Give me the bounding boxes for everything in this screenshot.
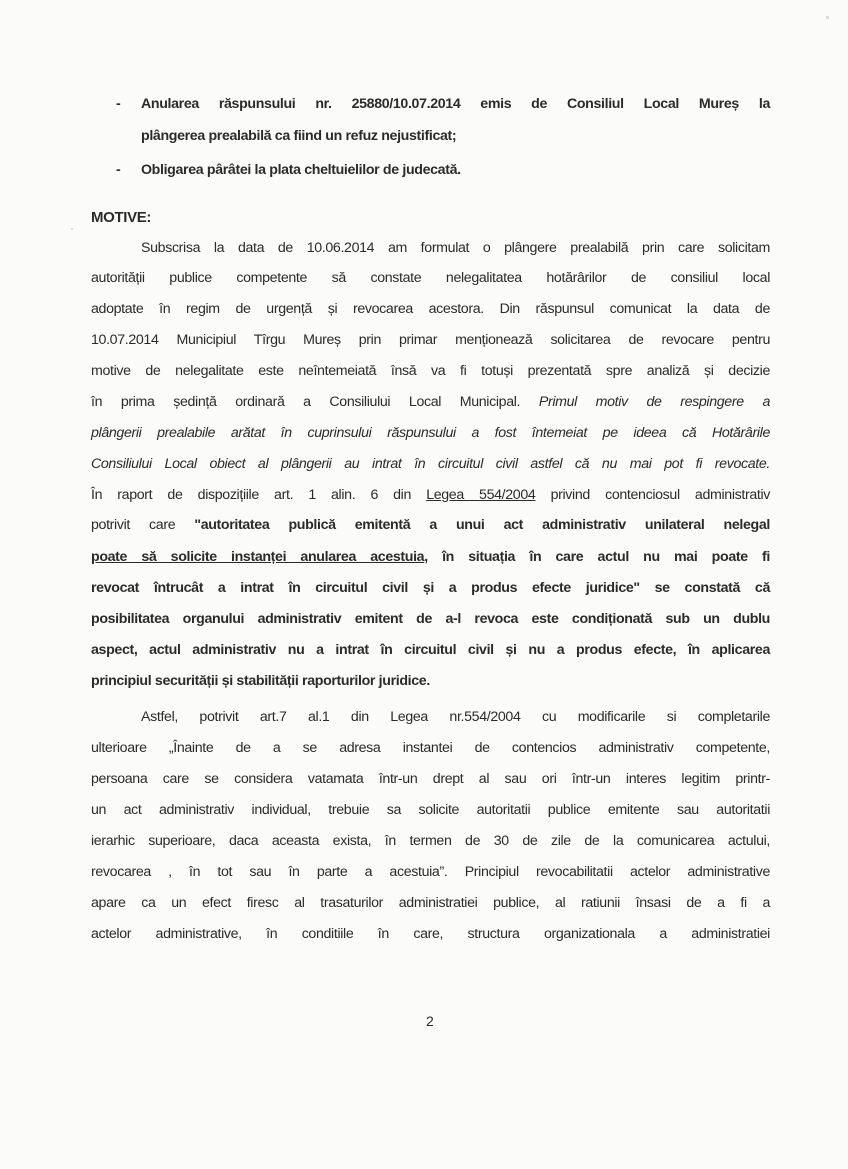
text-span: , în situația în care actul nu mai poate fi [424, 549, 770, 565]
text-line [91, 547, 770, 567]
text-span: potrivit care [91, 517, 195, 533]
text-line: revocarea , în tot sau în parte a acestuia”. Principiul revocabilitatii actelor administrative [91, 864, 770, 880]
request-item-1-line-1: Anularea răspunsului nr. 25880/10.07.2014 emis de Consiliul Local Mureș la [141, 96, 770, 112]
text-line: ulterioare „Înainte de a se adresa instantei de contencios administrativ competente, [91, 740, 770, 756]
page-number: 2 [426, 1013, 434, 1029]
text-span: În raport de dispozițiile art. 1 alin. 6 din [91, 487, 427, 503]
scan-speck [826, 16, 829, 19]
italic-text-span: Primul motiv de respingere a [538, 394, 770, 410]
text-line: plângerii prealabile arătat în cuprinsului răspunsului a fost întemeiat pe ideea că Hotărârile [91, 425, 770, 441]
text-line: apare ca un efect firesc al trasaturilor administratiei publice, al ratiunii însasi de a fi a [91, 895, 770, 911]
text-line: posibilitatea organului administrativ emitent de a-l revoca este condiționată sub un dublu [91, 611, 770, 627]
text-line: Astfel, potrivit art.7 al.1 din Legea nr.554/2004 cu modificarile si completarile [141, 709, 770, 725]
request-item-2: Obligarea pârâtei la plata cheltuielilor de judecată. [141, 162, 461, 178]
text-line [91, 515, 770, 535]
text-line: ierarhic superioare, daca aceasta exista, în termen de 30 de zile de la comunicarea actului, [91, 833, 770, 849]
bullet-marker: - [116, 162, 121, 178]
section-heading: MOTIVE: [91, 209, 152, 226]
request-item-1-line-2: plângerea prealabilă ca fiind un refuz nejustificat; [141, 128, 457, 144]
text-span: în prima ședință ordinară a Consiliului Local Municipal. [91, 394, 539, 410]
text-line: principiul securității și stabilității raporturilor juridice. [91, 673, 430, 689]
text-line: un act administrativ individual, trebuie sa solicite autoritatii publice emitente sau autoritatii [91, 802, 770, 818]
text-line: persoana care se considera vatamata într-un drept al sau ori într-un interes legitim printr- [91, 771, 770, 787]
text-line: 10.07.2014 Municipiul Tîrgu Mureș prin primar menționează solicitarea de revocare pentru [91, 332, 770, 348]
text-line: actelor administrative, în conditiile în care, structura organizationala a administratiei [91, 926, 770, 942]
law-reference: Legea 554/2004 [426, 487, 536, 503]
text-line: motive de nelegalitate este neîntemeiată însă va fi totuși prezentată spre analiză și decizie [91, 363, 770, 379]
text-line [91, 485, 770, 505]
text-line: Subscrisa la data de 10.06.2014 am formulat o plângere prealabilă prin care solicitam [141, 240, 770, 256]
text-line: aspect, actul administrativ nu a intrat în circuitul civil și nu a produs efecte, în aplicarea [91, 642, 770, 658]
bullet-marker: - [116, 96, 121, 112]
bold-quote-span: "autoritatea publică emitentă a unui act administrativ unilateral nelegal [194, 517, 770, 533]
text-line: revocat întrucât a intrat în circuitul civil și a produs efecte juridice" se constată că [91, 580, 770, 596]
underlined-quote-span: poate să solicite instanței anularea acestuia [91, 549, 425, 565]
text-line: autorității publice competente să constate nelegalitatea hotărârilor de consiliul local [91, 270, 770, 286]
text-line: adoptate în regim de urgență și revocarea acestora. Din răspunsul comunicat la data de [91, 301, 770, 317]
text-line [91, 392, 770, 412]
text-span: privind contenciosul administrativ [535, 487, 771, 503]
scan-speck [71, 228, 73, 230]
text-line: Consiliului Local obiect al plângerii au intrat în circuitul civil astfel că nu mai pot fi revocate. [91, 456, 770, 472]
